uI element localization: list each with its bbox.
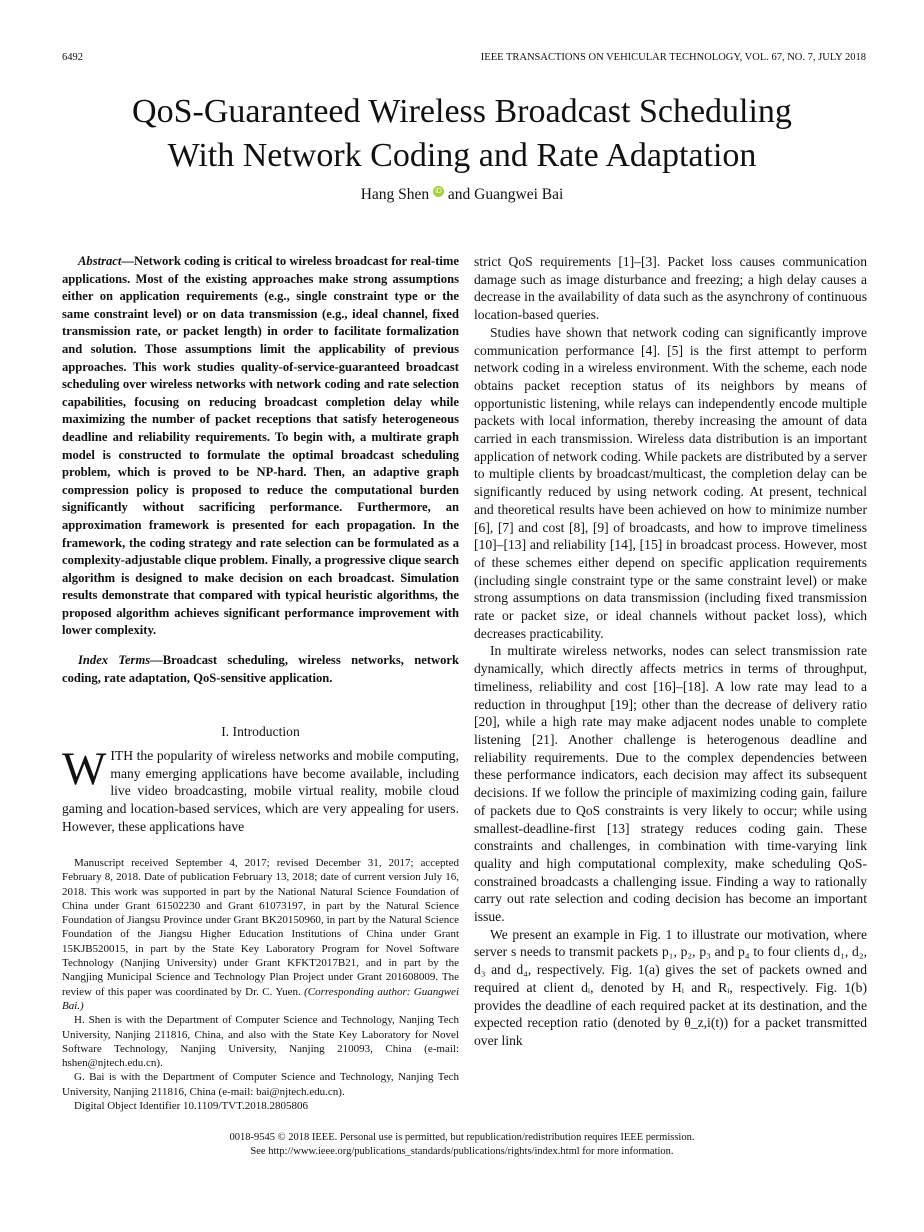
copyright-line: 0018-9545 © 2018 IEEE. Personal use is permitted, but republication/redistribution requires IEEE permission. — [229, 1132, 695, 1143]
intro-text: ITH the popularity of wireless networks and mobile computing, many emerging applications have become available, including live video broadcasting, mobile virtual reality, mobile cloud gaming and location-based services, which are very appealing for users. However, these applications have — [62, 747, 459, 834]
rights-link[interactable]: See http://www.ieee.org/publications_standards/publications/rights/index.html for more information. — [250, 1146, 674, 1157]
authors — [0, 186, 924, 204]
footnote: Manuscript received September 4, 2017; revised December 31, 2017; accepted February 8, 2018. Date of publication February 13, 2018; date of current version July 16, 2018. This work was supported in part by the National Natural Science Foundation of China under Grant 61502230 and Grant 61073197, in part by the Natural Science Foundation of Jiangsu Province under Grant BK20150960, in part by the Natural Science Foundation of the Jiangsu Higher Education Institutions of China under Grant 15KJB520015, in part by the State Key Laboratory Program for Novel Software Technology (Nanjing University) under Grant KFKT2017B21, and in part by the Nangjing Municipal Science and Technology Plan Project under Grant 201608009. The review of this paper was coordinated by Dr. C. Yuen. (Corresponding author: Guangwei Bai.) — [62, 857, 459, 1012]
body-paragraph: Studies have shown that network coding can significantly improve communication performance [4]. [5] is the first attempt to perform network coding in a wireless environment. With the scheme, each node obtains packet reception status of its neighbors by means of opportunistic listening, while relays can independently encode multiple packets with local information, thereby increasing the amount of data carried in each transmission. Wireless data distribution is an important application of network coding. While packets are distributed by a server to multiple clients by broadcast/multicast, the completion delay can be significantly reduced by using network coding. At present, technical and theoretical results have been achieved on how to minimize number [6], [7] and cost [8], [9] of broadcasts, and how to improve timeliness [10]–[13] and reliability [14], [15] in broadcast process. However, most of these schemes either depend on specific application requirements (including single constraint type or the same constraint level) or make strong assumptions on data transmission (including fixed transmission rate or packet size, or ideal channels without packet loss), which decreases practicability. — [474, 324, 867, 641]
index-terms-text: —Broadcast scheduling, wireless networks, network coding, rate adaptation, QoS-sensitive application. — [62, 653, 459, 685]
orcid-icon[interactable]: iD — [433, 186, 444, 197]
footnote: H. Shen is with the Department of Computer Science and Technology, Nanjing Tech University, Nanjing 211816, China, and also with the State Key Laboratory for Novel Software Technology, Nanjing University, Nanjing 210093, China (e-mail: hshen@njtech.edu.cn). — [62, 1014, 459, 1070]
right-column — [474, 253, 867, 1050]
journal-header: IEEE TRANSACTIONS ON VEHICULAR TECHNOLOGY, VOL. 67, NO. 7, JULY 2018 — [480, 52, 866, 63]
intro-paragraph — [62, 742, 459, 836]
footnote: G. Bai is with the Department of Computer Science and Technology, Nanjing Tech University, Nanjing 211816, China (e-mail: bai@njtech.edu.cn). — [62, 1071, 459, 1098]
index-terms-label: Index Terms — [78, 653, 151, 668]
drop-cap: W — [62, 742, 107, 795]
footnotes — [62, 856, 459, 1113]
section-heading: I. Introduction — [221, 724, 300, 740]
title-line: With Network Coding and Rate Adaptation — [167, 137, 757, 174]
abstract-text: —Network coding is critical to wireless broadcast for real-time applications. Most of the existing approaches make strong assumptions either on application requirements (e.g., single constraint type or the same constraint level) or on data transmission (e.g., ideal channel, fixed transmission rate, or packet length) in order to facilitate formalization and solution. Those assumptions limit the applicability of previous approaches. This work studies quality-of-service-guaranteed broadcast scheduling over wireless networks with network coding and rate selection capabilities, focusing on reducing broadcast completion delay while maximizing the number of packet receptions that satisfy heterogeneous deadline and reliability requirements. To begin with, a multirate graph model is constructed to formulate the optimal broadcast scheduling problem, which is proved to be NP-hard. Then, an adaptive graph compression policy is proposed to reduce the computational burden significantly without sacrificing performance. Furthermore, an approximation framework is presented for each propagation. In the framework, the coding strategy and rate selection can be formulated as a complexity-adjustable clique problem. Finally, a progressive clique search algorithm is designed to make decision on each broadcast. Simulation results demonstrate that compared with typical heuristic algorithms, the proposed algorithm achieves significant performance improvement with lower complexity. — [62, 254, 459, 638]
copyright-footer — [0, 1131, 924, 1159]
page-number: 6492 — [62, 52, 83, 63]
corresponding-author: (Corresponding author: Guangwei Bai.) — [62, 985, 459, 1012]
body-paragraph: strict QoS requirements [1]–[3]. Packet loss causes communication damage such as image disturbance and freezing; a high delay causes a decrease in the availability of data such as the asynchrony of continuous location-based queries. — [474, 254, 867, 323]
title-line: QoS-Guaranteed Wireless Broadcast Scheduling — [132, 93, 792, 130]
index-terms — [62, 652, 459, 687]
left-column — [62, 253, 459, 835]
paper-title — [0, 90, 924, 178]
body-paragraph: We present an example in Fig. 1 to illustrate our motivation, where server s needs to transmit packets p₁, p₂, p₃ and p₄ to four clients d₁, d₂, d₃ and d₄, respectively. Fig. 1(a) gives the set of packets owned and required at client dᵢ, denoted by Hᵢ and Rᵢ, respectively. Fig. 1(b) provides the deadline of each required packet at its destination, and the expected reception ratio (denoted by θ_z,i(t)) for a packet transmitted over link — [474, 926, 867, 1048]
author-name: Hang Shen — [360, 186, 430, 204]
abstract-label: Abstract — [78, 254, 122, 268]
doi: Digital Object Identifier 10.1109/TVT.2018.2805806 — [74, 1100, 309, 1113]
author-name: and Guangwei Bai — [447, 186, 564, 204]
body-paragraph: In multirate wireless networks, nodes can select transmission rate dynamically, which directly affects metrics in terms of throughput, timeliness, reliability and cost [16]–[18]. A low rate may lead to a reduction in throughput [19]; other than the decrease of delivery ratio [20], while a high rate may make adjacent nodes unable to complete listening [21]. Another challenge is heterogenous deadline and reliability requirements. Due to the complex dependencies between these performance indicators, each decision may affect its subsequent decisions. If we follow the principle of maximizing coding gain, failure of packets due to QoS constraints is very likely to occur; while using smallest-deadline-first [13] strategy reduces coding gain. These constraints and challenges, in combination with time-varying link quality and high computational complexity, make scheduling QoS-constrained broadcasts a challenging issue. Finding a way to rationally carry out rate selection and coding decision has become an important issue. — [474, 643, 867, 925]
abstract — [62, 253, 459, 640]
